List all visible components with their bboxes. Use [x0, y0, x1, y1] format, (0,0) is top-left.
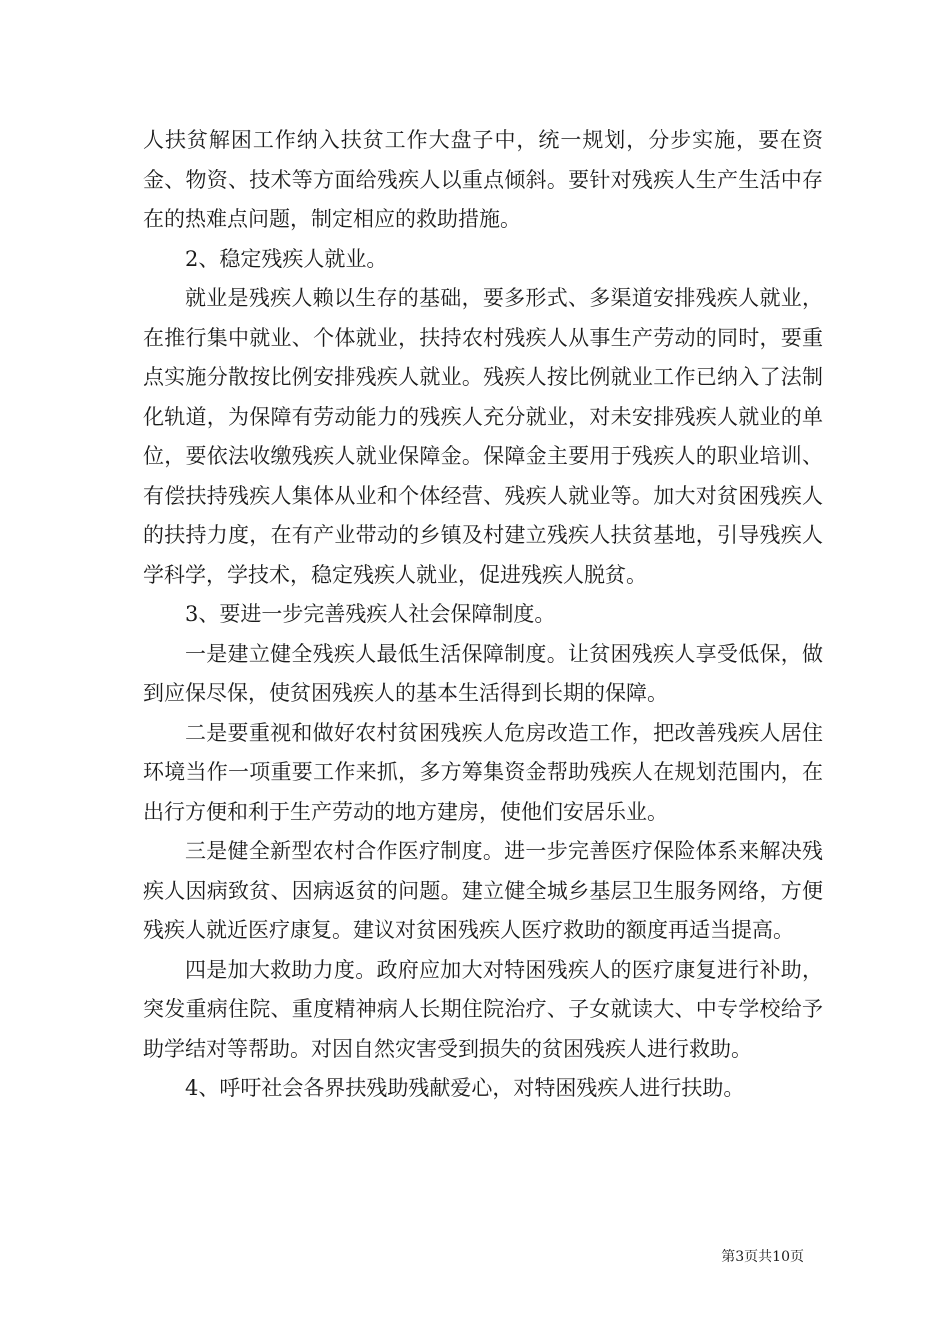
page-number: 第3页共10页: [721, 1249, 804, 1265]
section-heading-3: 3、要进一步完善残疾人社会保障制度。: [185, 602, 556, 626]
section-heading-4: 4、呼吁社会各界扶残助残献爱心，对特困残疾人进行扶助。: [185, 1076, 745, 1100]
section-heading-2: 2、稳定残疾人就业。: [185, 246, 388, 271]
page-footer: [0, 1247, 950, 1267]
paragraph-medical: 三是健全新型农村合作医疗制度。进一步完善医疗保险体系来解决残疾人因病致贫、因病返贫的问题。建立健全城乡基层卫生服务网络，方便残疾人就近医疗康复。建议对贫困残疾人医疗救助的额度再适当提高。: [143, 839, 823, 942]
paragraph-housing: 二是要重视和做好农村贫困残疾人危房改造工作，把改善残疾人居住环境当作一项重要工作来抓，多方筹集资金帮助残疾人在规划范围内，在出行方便和利于生产劳动的地方建房，使他们安居乐业。: [143, 720, 823, 824]
paragraph-continuation: 人扶贫解困工作纳入扶贫工作大盘子中，统一规划，分步实施，要在资金、物资、技术等方面给残疾人以重点倾斜。要针对残疾人生产生活中存在的热难点问题，制定相应的救助措施。: [143, 128, 823, 231]
paragraph-minimum-living: 一是建立健全残疾人最低生活保障制度。让贫困残疾人享受低保，做到应保尽保，使贫困残疾人的基本生活得到长期的保障。: [143, 641, 823, 705]
paragraph-employment: 就业是残疾人赖以生存的基础，要多形式、多渠道安排残疾人就业，在推行集中就业、个体就业，扶持农村残疾人从事生产劳动的同时，要重点实施分散按比例安排残疾人就业。残疾人按比例就业工作已纳入了法制化轨道，为保障有劳动能力的残疾人充分就业，对未安排残疾人就业的单位，要依法收缴残疾人就业保障金。保障金主要用于残疾人的职业培训、有偿扶持残疾人集体从业和个体经营、残疾人就业等。加大对贫困残疾人的扶持力度，在有产业带动的乡镇及村建立残疾人扶贫基地，引导残疾人学科学，学技术，稳定残疾人就业，促进残疾人脱贫。: [143, 286, 823, 587]
paragraph-relief: 四是加大救助力度。政府应加大对特困残疾人的医疗康复进行补助，突发重病住院、重度精神病人长期住院治疗、子女就读大、中专学校给予助学结对等帮助。对因自然灾害受到损失的贫困残疾人进行救助。: [143, 957, 823, 1061]
document-body: [143, 121, 823, 1109]
